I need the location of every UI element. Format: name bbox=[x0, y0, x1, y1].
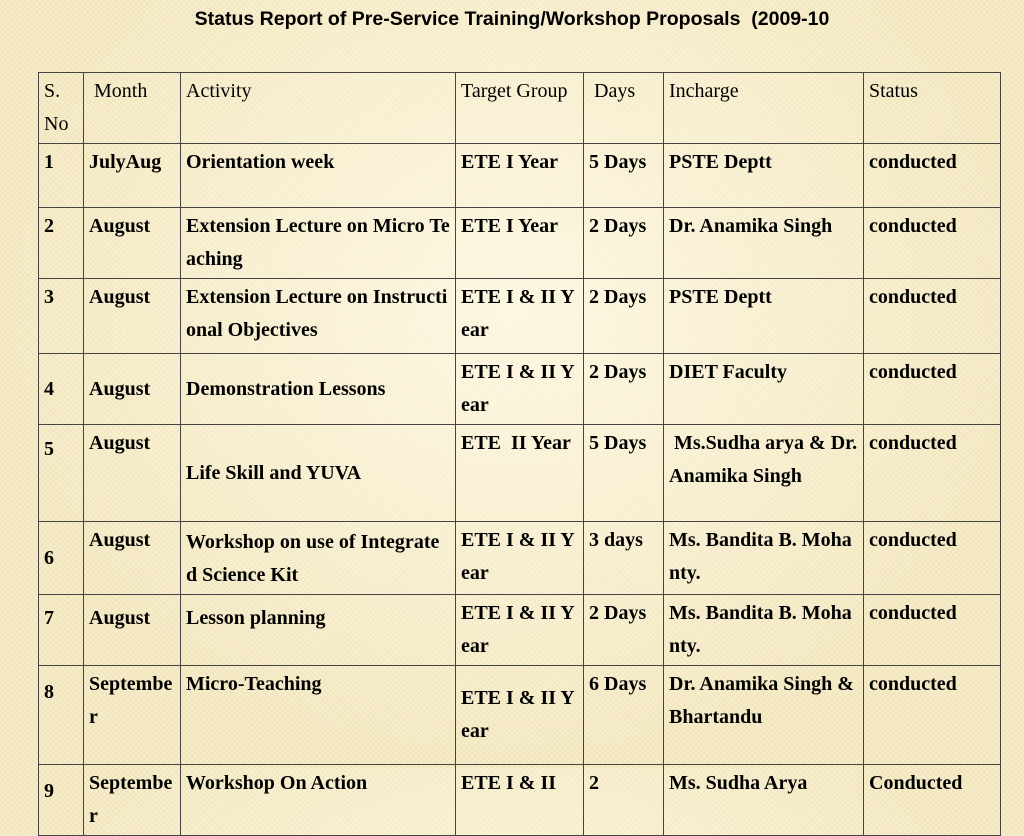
table-row bbox=[39, 595, 1001, 666]
cell-days: 6 Days bbox=[584, 666, 664, 765]
cell-sno: 5 bbox=[39, 425, 84, 522]
table-row bbox=[39, 354, 1001, 425]
cell-incharge: Dr. Anamika Singh bbox=[664, 208, 864, 279]
cell-days: 3 days bbox=[584, 522, 664, 595]
header-month: Month bbox=[84, 73, 181, 144]
cell-target-group: ETE I & II Year bbox=[456, 666, 584, 765]
table-row bbox=[39, 522, 1001, 595]
cell-incharge: Ms.Sudha arya & Dr. Anamika Singh bbox=[664, 425, 864, 522]
table-row bbox=[39, 279, 1001, 354]
cell-sno: 1 bbox=[39, 144, 84, 208]
cell-status: conducted bbox=[864, 144, 1001, 208]
cell-target-group: ETE I & II bbox=[456, 765, 584, 836]
cell-incharge: Ms. Bandita B. Mohanty. bbox=[664, 595, 864, 666]
cell-month: JulyAug bbox=[84, 144, 181, 208]
cell-target-group: ETE I & II Year bbox=[456, 595, 584, 666]
cell-incharge: PSTE Deptt bbox=[664, 144, 864, 208]
cell-days: 2 Days bbox=[584, 208, 664, 279]
cell-incharge: PSTE Deptt bbox=[664, 279, 864, 354]
cell-month: August bbox=[84, 279, 181, 354]
cell-month: August bbox=[84, 208, 181, 279]
table-row bbox=[39, 666, 1001, 765]
cell-status: conducted bbox=[864, 595, 1001, 666]
cell-activity: Workshop on use of Integrated Science Kit bbox=[181, 522, 456, 595]
cell-target-group: ETE I Year bbox=[456, 208, 584, 279]
cell-status: conducted bbox=[864, 522, 1001, 595]
header-sno: S. No bbox=[39, 73, 84, 144]
cell-incharge: Ms. Sudha Arya bbox=[664, 765, 864, 836]
table-header-row bbox=[39, 73, 1001, 144]
cell-target-group: ETE I & II Year bbox=[456, 279, 584, 354]
cell-activity: Micro-Teaching bbox=[181, 666, 456, 765]
table-row bbox=[39, 208, 1001, 279]
cell-sno: 8 bbox=[39, 666, 84, 765]
header-target-group: Target Group bbox=[456, 73, 584, 144]
cell-days: 2 bbox=[584, 765, 664, 836]
cell-target-group: ETE I Year bbox=[456, 144, 584, 208]
cell-sno: 7 bbox=[39, 595, 84, 666]
report-title: Status Report of Pre-Service Training/Workshop Proposals (2009-10 bbox=[194, 8, 830, 30]
cell-status: conducted bbox=[864, 666, 1001, 765]
cell-sno: 2 bbox=[39, 208, 84, 279]
cell-activity: Orientation week bbox=[181, 144, 456, 208]
cell-incharge: Dr. Anamika Singh & Bhartandu bbox=[664, 666, 864, 765]
cell-status: conducted bbox=[864, 279, 1001, 354]
header-incharge: Incharge bbox=[664, 73, 864, 144]
cell-days: 2 Days bbox=[584, 354, 664, 425]
training-status-table bbox=[38, 72, 1001, 836]
cell-activity: Life Skill and YUVA bbox=[181, 425, 456, 522]
cell-target-group: ETE II Year bbox=[456, 425, 584, 522]
cell-sno: 3 bbox=[39, 279, 84, 354]
table-row bbox=[39, 425, 1001, 522]
cell-status: Conducted bbox=[864, 765, 1001, 836]
header-days: Days bbox=[584, 73, 664, 144]
cell-month: September bbox=[84, 666, 181, 765]
header-activity: Activity bbox=[181, 73, 456, 144]
cell-days: 5 Days bbox=[584, 144, 664, 208]
cell-activity: Demonstration Lessons bbox=[181, 354, 456, 425]
cell-activity: Extension Lecture on Micro Teaching bbox=[181, 208, 456, 279]
table-row bbox=[39, 144, 1001, 208]
cell-incharge: DIET Faculty bbox=[664, 354, 864, 425]
cell-days: 2 Days bbox=[584, 595, 664, 666]
cell-month: August bbox=[84, 522, 181, 595]
cell-activity: Lesson planning bbox=[181, 595, 456, 666]
cell-sno: 6 bbox=[39, 522, 84, 595]
cell-status: conducted bbox=[864, 208, 1001, 279]
cell-target-group: ETE I & II Year bbox=[456, 354, 584, 425]
cell-month: August bbox=[84, 425, 181, 522]
cell-status: conducted bbox=[864, 425, 1001, 522]
table-row bbox=[39, 765, 1001, 836]
header-status: Status bbox=[864, 73, 1001, 144]
cell-days: 5 Days bbox=[584, 425, 664, 522]
cell-status: conducted bbox=[864, 354, 1001, 425]
cell-sno: 4 bbox=[39, 354, 84, 425]
cell-activity: Workshop On Action bbox=[181, 765, 456, 836]
cell-month: September bbox=[84, 765, 181, 836]
cell-incharge: Ms. Bandita B. Mohanty. bbox=[664, 522, 864, 595]
cell-activity: Extension Lecture on Instructional Objectives bbox=[181, 279, 456, 354]
cell-sno: 9 bbox=[39, 765, 84, 836]
cell-target-group: ETE I & II Year bbox=[456, 522, 584, 595]
cell-month: August bbox=[84, 354, 181, 425]
cell-month: August bbox=[84, 595, 181, 666]
cell-days: 2 Days bbox=[584, 279, 664, 354]
